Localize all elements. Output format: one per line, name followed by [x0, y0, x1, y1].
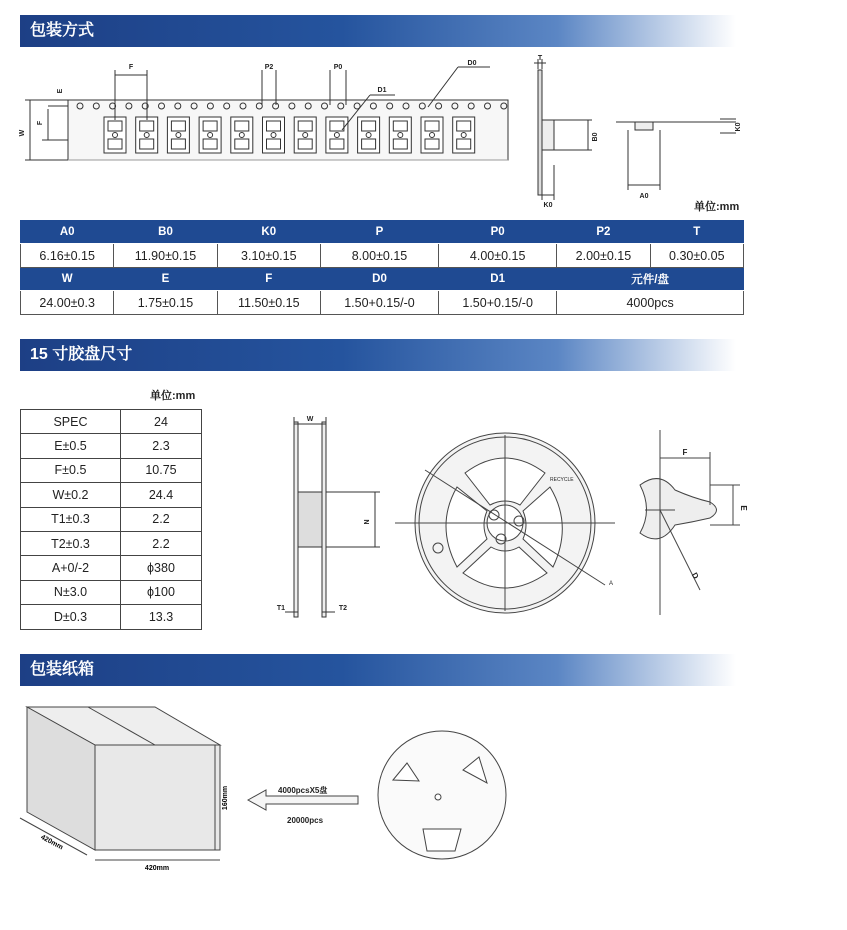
reel-value-cell: 24	[120, 410, 201, 434]
tape-pocket	[453, 117, 475, 153]
reel-label-N: N	[364, 519, 371, 525]
reel-param-cell: N±3.0	[21, 580, 121, 604]
header-cell: F	[217, 268, 320, 291]
header-cell: D1	[439, 268, 557, 291]
hub-label-E: E	[739, 505, 748, 511]
dim-label-A0: A0	[639, 193, 649, 200]
tape-pocket	[167, 117, 189, 153]
reel-label-T1: T1	[276, 605, 286, 612]
header-cell: K0	[217, 221, 320, 244]
reel-value-cell: ϕ100	[120, 580, 201, 604]
value-cell: 1.75±0.15	[114, 291, 217, 315]
section-title-reel: 15 寸胶盘尺寸	[20, 339, 736, 371]
header-cell: A0	[21, 221, 114, 244]
carton-box-drawing	[15, 700, 240, 880]
reel-param-cell: W±0.2	[21, 483, 121, 507]
reel-value-cell: 2.2	[120, 531, 201, 555]
reel-front-view	[395, 415, 615, 615]
section-title-packaging: 包装方式	[20, 15, 736, 47]
value-cell: 11.50±0.15	[217, 291, 320, 315]
header-cell: P0	[439, 221, 557, 244]
tape-pocket	[231, 117, 253, 153]
value-cell: 24.00±0.3	[21, 291, 114, 315]
hub-detail	[615, 430, 748, 620]
dim-label-P2: P2	[264, 64, 274, 71]
hub-label-D: D	[689, 570, 701, 581]
dim-label-B0: B0	[592, 132, 599, 142]
reel-value-cell: 2.3	[120, 434, 201, 458]
value-cell: 6.16±0.15	[21, 244, 114, 268]
dim-label-F-side: F	[37, 120, 44, 126]
dim-label-D0: D0	[467, 60, 477, 67]
dim-label-W: W	[19, 129, 26, 137]
recycle-label: RECYCLE	[550, 477, 574, 483]
carton-width-label: 420mm	[144, 865, 170, 872]
header-cell: W	[21, 268, 114, 291]
dim-label-K0-side: K0	[735, 122, 742, 132]
value-cell: 2.00±0.15	[557, 244, 650, 268]
carton-depth-label: 420mm	[39, 833, 65, 852]
header-cell: D0	[320, 268, 438, 291]
reel-value-cell: 24.4	[120, 483, 201, 507]
dim-label-P0: P0	[333, 64, 343, 71]
reel-param-cell: T2±0.3	[21, 531, 121, 555]
value-cell: 1.50+0.15/-0	[439, 291, 557, 315]
reel-param-cell: D±0.3	[21, 605, 121, 629]
reel-unit-label: 单位:mm	[150, 390, 196, 402]
reel-value-cell: 10.75	[120, 458, 201, 482]
reel-param-cell: SPEC	[21, 410, 121, 434]
tape-pocket	[263, 117, 285, 153]
arrow-top-text: 4000pcsX5盘	[278, 786, 328, 795]
reel-label-T2: T2	[338, 605, 348, 612]
tape-pocket	[104, 117, 126, 153]
value-cell: 4000pcs	[557, 291, 744, 315]
reel-label-W: W	[306, 416, 314, 423]
section-title-carton: 包装纸箱	[20, 654, 736, 686]
dim-label-F-top: F	[128, 64, 134, 71]
tape-pocket	[199, 117, 221, 153]
value-cell: 0.30±0.05	[650, 244, 743, 268]
tape-pocket	[326, 117, 348, 153]
tape-pocket	[389, 117, 411, 153]
header-cell: E	[114, 268, 217, 291]
reel-param-cell: A+0/-2	[21, 556, 121, 580]
value-cell: 1.50+0.15/-0	[320, 291, 438, 315]
dim-label-T: T	[537, 55, 543, 62]
dim-label-D1: D1	[377, 87, 387, 94]
hub-label-F: F	[682, 448, 688, 457]
reel-label-A: A	[609, 581, 614, 587]
reel-front-small	[375, 725, 510, 865]
reel-value-cell: 2.2	[120, 507, 201, 531]
value-cell: 8.00±0.15	[320, 244, 438, 268]
reel-param-cell: E±0.5	[21, 434, 121, 458]
value-cell: 4.00±0.15	[439, 244, 557, 268]
dim-label-K0: K0	[543, 202, 553, 209]
header-cell: 元件/盘	[557, 268, 744, 291]
tape-unit-label: 单位:mm	[694, 201, 740, 213]
reel-value-cell: 13.3	[120, 605, 201, 629]
tape-pocket	[358, 117, 380, 153]
reel-spec-table	[20, 409, 202, 630]
reel-value-cell: ϕ380	[120, 556, 201, 580]
dim-label-E: E	[57, 88, 64, 94]
value-cell: 3.10±0.15	[217, 244, 320, 268]
tape-spec-table	[20, 220, 744, 315]
reel-side-view	[265, 412, 385, 622]
header-cell: P	[320, 221, 438, 244]
tape-pocket	[294, 117, 316, 153]
value-cell: 11.90±0.15	[114, 244, 217, 268]
header-cell: T	[650, 221, 743, 244]
tape-pocket	[421, 117, 443, 153]
header-cell: P2	[557, 221, 650, 244]
carrier-tape-drawing	[20, 55, 750, 215]
header-cell: B0	[114, 221, 217, 244]
arrow-bottom-text: 20000pcs	[287, 816, 324, 825]
reel-param-cell: T1±0.3	[21, 507, 121, 531]
tape-pocket	[136, 117, 158, 153]
reel-param-cell: F±0.5	[21, 458, 121, 482]
carton-height-label: 160mm	[222, 785, 229, 811]
